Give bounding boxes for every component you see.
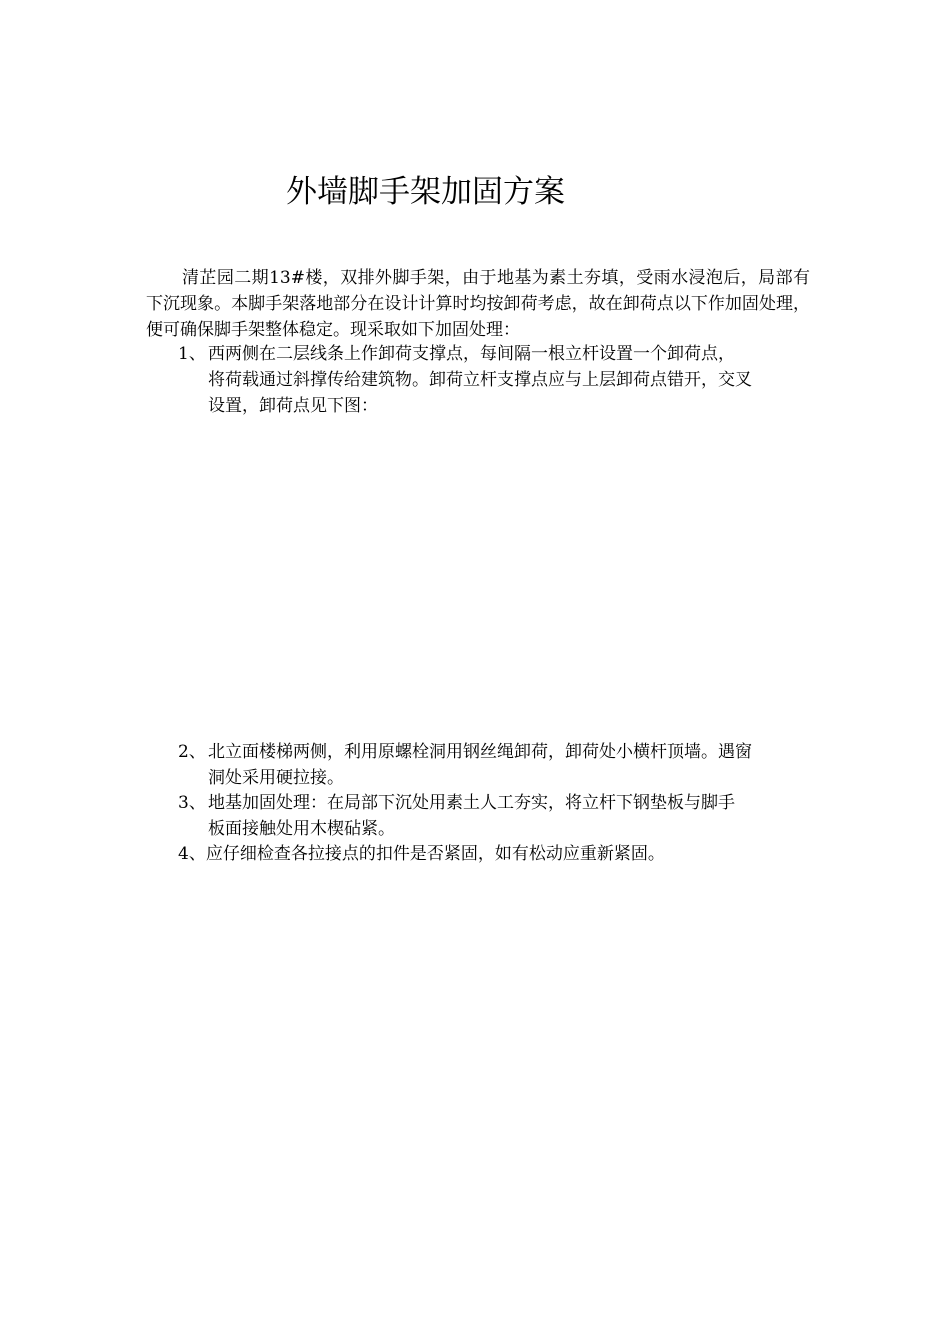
list-item-text: 北立面楼梯两侧，利用原螺栓洞用钢丝绳卸荷，卸荷处小横杆顶墙。遇窗 xyxy=(208,742,752,762)
list-item-text: 洞处采用硬拉接。 xyxy=(208,768,344,788)
list-item-1 xyxy=(178,341,810,419)
list-item-number: 1、 xyxy=(178,344,206,364)
document-title: 外墙脚手架加固方案 xyxy=(286,174,565,210)
list-item-number: 3、 xyxy=(178,793,206,813)
list-item-3 xyxy=(178,790,810,842)
list-item-2 xyxy=(178,739,810,791)
list-item-text: 设置，卸荷点见下图： xyxy=(208,396,378,416)
list-item-text: 西两侧在二层线条上作卸荷支撑点，每间隔一根立杆设置一个卸荷点， xyxy=(208,344,735,364)
intro-line: 部有下沉现象。本脚手架落地部分在设计计算时均按卸荷考虑，故在卸荷点以下 xyxy=(146,268,811,314)
list-item-number: 2、 xyxy=(178,742,206,762)
list-item-text: 将荷载通过斜撑传给建筑物。卸荷立杆支撑点应与上层卸荷点错开，交叉 xyxy=(208,370,752,390)
figure-placeholder xyxy=(146,420,810,730)
intro-paragraph xyxy=(146,265,810,343)
list-item-4 xyxy=(178,841,810,867)
intro-line: 清芷园二期13#楼，双排外脚手架，由于地基为素土夯填，受雨水浸泡后，局 xyxy=(182,268,776,288)
intro-line: 作加固处理，便可确保脚手架整体稳定。现采取如下加固处理： xyxy=(146,294,811,340)
list-item-text: 板面接触处用木楔砧紧。 xyxy=(208,819,395,839)
list-item-number: 4、 xyxy=(178,844,206,864)
list-item-text: 应仔细检查各拉接点的扣件是否紧固，如有松动应重新紧固。 xyxy=(205,844,665,864)
list-item-text: 地基加固处理：在局部下沉处用素土人工夯实，将立杆下钢垫板与脚手 xyxy=(208,793,735,813)
